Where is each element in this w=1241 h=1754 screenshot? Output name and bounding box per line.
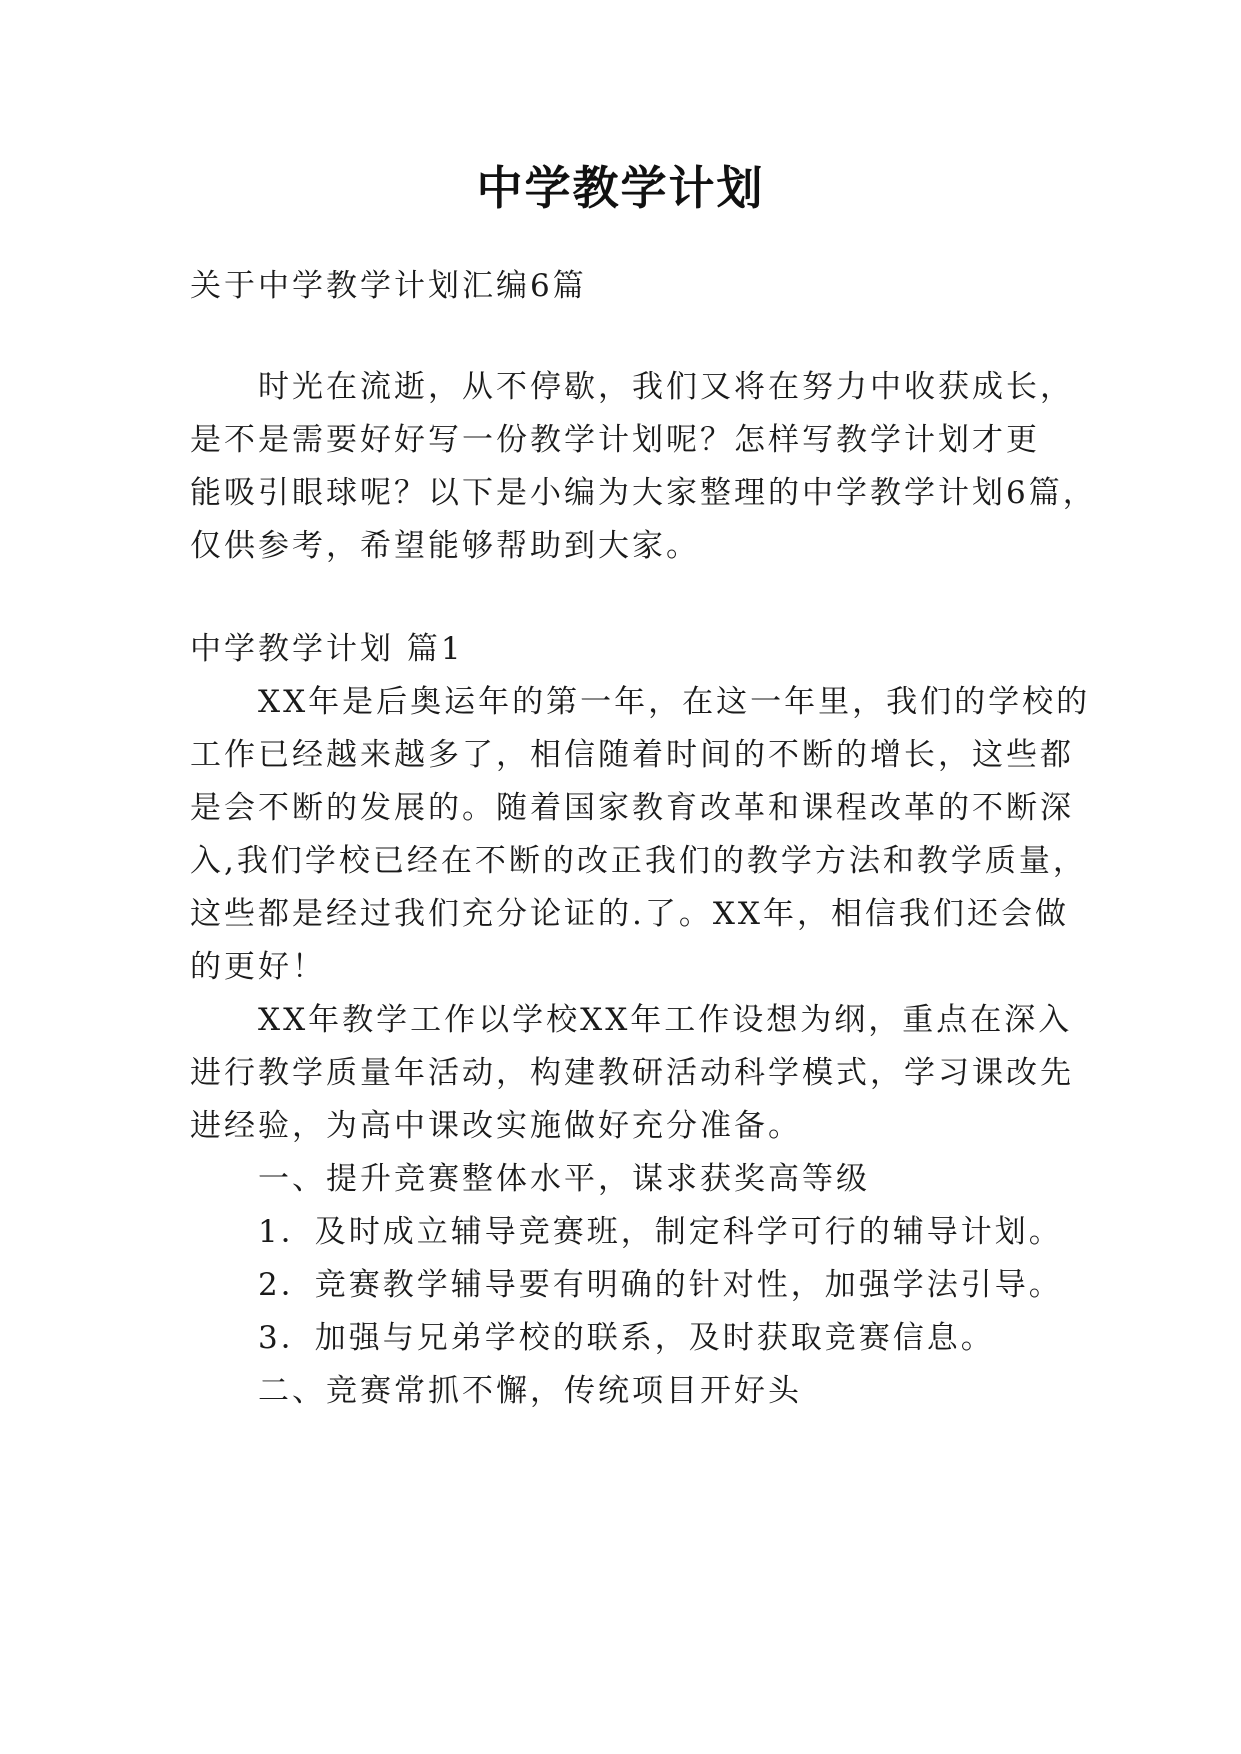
subsection-heading: 二、竞赛常抓不懈，传统项目开好头 [190, 1373, 802, 1409]
paragraph-line: 入,我们学校已经在不断的改正我们的教学方法和教学质量， [190, 843, 1087, 879]
intro-line: 能吸引眼球呢？以下是小编为大家整理的中学教学计划6篇， [190, 475, 1097, 511]
paragraph-line: 工作已经越来越多了，相信随着时间的不断的增长，这些都 [190, 737, 1074, 773]
list-item: 1．及时成立辅导竞赛班，制定科学可行的辅导计划。 [190, 1214, 1063, 1250]
intro-line: 仅供参考，希望能够帮助到大家。 [190, 528, 700, 564]
intro-line: 时光在流逝，从不停歇，我们又将在努力中收获成长， [190, 369, 1074, 405]
list-item: 2．竞赛教学辅导要有明确的针对性，加强学法引导。 [190, 1267, 1063, 1303]
paragraph-line: 进行教学质量年活动，构建教研活动科学模式，学习课改先 [190, 1055, 1074, 1091]
paragraph-line: XX年是后奥运年的第一年，在这一年里，我们的学校的 [190, 684, 1091, 720]
paragraph-line: 的更好！ [190, 949, 326, 985]
document-title: 中学教学计划 [476, 161, 765, 215]
document-subtitle: 关于中学教学计划汇编6篇 [190, 268, 587, 304]
paragraph-line: 这些都是经过我们充分论证的.了。XX年，相信我们还会做 [190, 896, 1069, 932]
section-heading: 中学教学计划 篇1 [190, 631, 464, 667]
paragraph-line: XX年教学工作以学校XX年工作设想为纲，重点在深入 [190, 1002, 1073, 1038]
paragraph-line: 是会不断的发展的。随着国家教育改革和课程改革的不断深 [190, 790, 1074, 826]
list-item: 3．加强与兄弟学校的联系，及时获取竞赛信息。 [190, 1320, 995, 1356]
subsection-heading: 一、提升竞赛整体水平，谋求获奖高等级 [190, 1161, 870, 1197]
intro-line: 是不是需要好好写一份教学计划呢？怎样写教学计划才更 [190, 422, 1040, 458]
paragraph-line: 进经验，为高中课改实施做好充分准备。 [190, 1108, 802, 1144]
